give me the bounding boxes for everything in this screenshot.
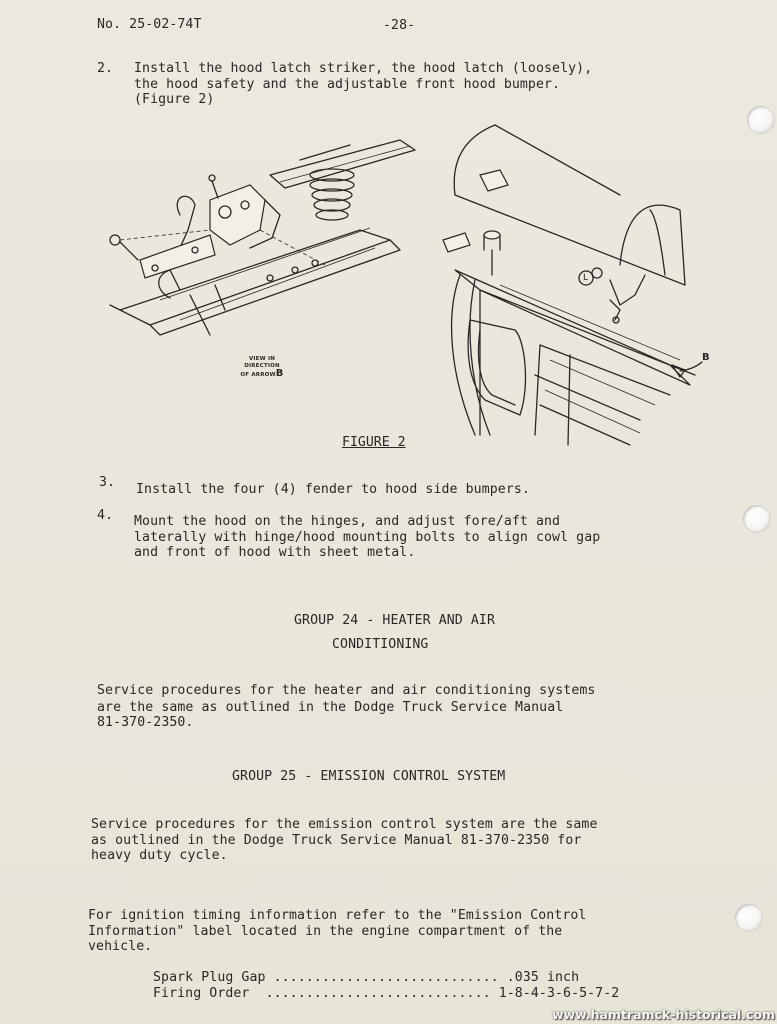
- group-24-heading-line-1: GROUP 24 - HEATER AND AIR: [294, 613, 495, 628]
- hood-latch-detail-illustration: [100, 120, 430, 350]
- spec-label: Spark Plug Gap: [153, 970, 266, 985]
- step-4-number: 4.: [97, 508, 114, 523]
- document-number: No. 25-02-74T: [97, 17, 202, 32]
- page-number: -28-: [383, 18, 416, 33]
- group-24-para-line-1: Service procedures for the heater and air conditioning systems: [97, 683, 596, 698]
- spec-value: 1-8-4-3-6-5-7-2: [490, 986, 620, 1001]
- figure-2-caption: FIGURE 2: [342, 435, 406, 450]
- step-4-line-2: laterally with hinge/hood mounting bolts to align cowl gap: [134, 530, 601, 545]
- site-watermark: www.hamtramck-historical.com: [552, 1007, 775, 1022]
- truck-front-hood-illustration: [440, 115, 720, 455]
- step-2-line-3: (Figure 2): [134, 92, 215, 107]
- group-24-para-line-3: 81-370-2350.: [97, 715, 194, 730]
- binder-hole-middle: [743, 505, 771, 533]
- spec-row-firing-order: [153, 986, 619, 1002]
- binder-hole-top: [747, 106, 775, 134]
- group-24-heading-line-2: CONDITIONING: [332, 637, 429, 652]
- spec-value: .035 inch: [498, 970, 580, 985]
- callout-l-label: L: [583, 273, 589, 283]
- ignition-para-line-2: Information" label located in the engine compartment of the: [88, 924, 563, 939]
- step-2-number: 2.: [97, 61, 114, 76]
- spec-leader-dots: ............................: [265, 970, 499, 985]
- step-3-line-1: Install the four (4) fender to hood side bumpers.: [136, 482, 530, 497]
- spec-label: Firing Order: [153, 986, 250, 1001]
- step-2-line-2: the hood safety and the adjustable front hood bumper.: [134, 77, 561, 92]
- spec-leader-dots: ............................: [249, 986, 491, 1001]
- arrow-b-label: B: [702, 352, 710, 363]
- view-direction-label: [233, 356, 291, 379]
- view-direction-letter: B: [275, 368, 284, 379]
- ignition-para-line-1: For ignition timing information refer to the "Emission Control: [88, 908, 587, 923]
- step-4-line-3: and front of hood with sheet metal.: [134, 545, 416, 560]
- ignition-para-line-3: vehicle.: [88, 939, 153, 954]
- step-3-number: 3.: [99, 475, 116, 490]
- group-25-para-line-1: Service procedures for the emission control system are the same: [91, 817, 598, 832]
- group-25-heading: GROUP 25 - EMISSION CONTROL SYSTEM: [232, 769, 506, 784]
- group-25-para-line-2: as outlined in the Dodge Truck Service Manual 81-370-2350 for: [91, 833, 582, 848]
- step-4-line-1: Mount the hood on the hinges, and adjust fore/aft and: [134, 514, 561, 529]
- group-25-para-line-3: heavy duty cycle.: [91, 848, 228, 863]
- spec-row-spark-plug-gap: [153, 970, 579, 986]
- binder-hole-bottom: [735, 904, 763, 932]
- view-direction-line-1: VIEW IN DIRECTION: [244, 356, 280, 369]
- group-24-para-line-2: are the same as outlined in the Dodge Truck Service Manual: [97, 700, 564, 715]
- view-direction-line-2: OF ARROW: [240, 372, 276, 378]
- step-2-line-1: Install the hood latch striker, the hood latch (loosely),: [134, 61, 593, 76]
